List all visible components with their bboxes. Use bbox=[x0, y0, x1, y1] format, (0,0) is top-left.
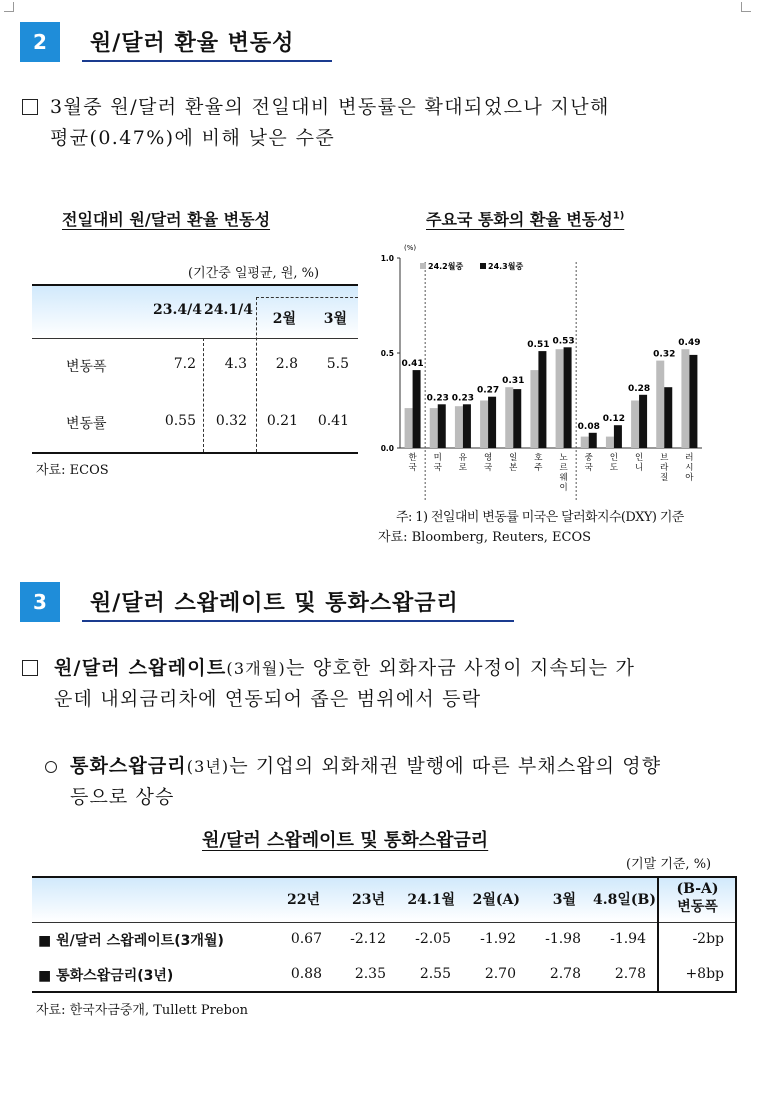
change-header-line1: (B-A) bbox=[676, 881, 719, 897]
bar-feb bbox=[455, 406, 463, 448]
bottom-table-unit: (기말 기준, %) bbox=[626, 857, 712, 872]
left-table-col-3: 2월 bbox=[272, 311, 296, 327]
x-tick-label: 호 bbox=[534, 453, 543, 463]
x-tick-label: 미 bbox=[433, 453, 442, 463]
bottom-table-cell: 2.78 bbox=[614, 966, 646, 982]
left-table-cell: 5.5 bbox=[326, 356, 349, 372]
bottom-table-bottom-rule bbox=[32, 991, 737, 993]
x-tick-label: 국 bbox=[483, 463, 493, 473]
data-label: 0.51 bbox=[527, 340, 550, 351]
left-table-unit: (기간중 일평균, 원, %) bbox=[188, 266, 320, 281]
bottom-table-col: 2월(A) bbox=[472, 892, 520, 908]
bar-feb bbox=[656, 361, 664, 448]
bar-feb bbox=[505, 387, 513, 448]
bottom-table-cell: 2.78 bbox=[549, 966, 581, 982]
x-tick-label: 본 bbox=[509, 463, 518, 473]
crop-mark-left bbox=[4, 2, 14, 12]
bottom-table-cell: -1.98 bbox=[545, 931, 581, 947]
left-table-top-rule bbox=[32, 284, 358, 286]
section-3-bullet-2-line1 bbox=[70, 751, 750, 782]
x-tick-label: 도 bbox=[609, 463, 619, 473]
x-tick-label: 중 bbox=[584, 453, 593, 463]
left-table-col-4: 3월 bbox=[323, 311, 347, 327]
bottom-table-cell: -2.12 bbox=[350, 931, 386, 947]
y-tick-label: 0.5 bbox=[380, 349, 394, 358]
x-tick-label: 르 bbox=[559, 463, 568, 473]
left-table-header-rule bbox=[32, 338, 358, 339]
bar-mar bbox=[639, 395, 647, 448]
x-tick-label: 일 bbox=[509, 453, 518, 463]
section-3-bullet-1-line1 bbox=[54, 653, 744, 684]
x-tick-label: 로 bbox=[458, 463, 468, 473]
x-tick-label: 한 bbox=[408, 453, 417, 463]
bottom-table-change-box bbox=[657, 876, 737, 993]
section-3-bullet-1-line2: 운데 내외금리차에 연동되어 좁은 범위에서 등락 bbox=[54, 688, 482, 710]
bottom-table-cell: 2.35 bbox=[354, 966, 386, 982]
fx-volatility-chart bbox=[372, 238, 722, 500]
x-tick-label: 인 bbox=[634, 453, 644, 463]
data-label: 0.08 bbox=[577, 421, 600, 432]
x-tick-label: 이 bbox=[559, 483, 568, 493]
left-table-row-2-label: 변동률 bbox=[66, 416, 107, 432]
data-label: 0.12 bbox=[602, 414, 626, 425]
swap-rate-term-paren: (3개월) bbox=[226, 659, 286, 678]
left-table-cell: 2.8 bbox=[275, 356, 298, 372]
ccs-term: 통화스왑금리 bbox=[70, 755, 187, 777]
left-table-cell: 0.21 bbox=[266, 413, 298, 429]
circle-bullet-icon bbox=[45, 761, 57, 773]
left-table-cell: 0.41 bbox=[317, 413, 349, 429]
bottom-table-cell: -1.94 bbox=[610, 931, 646, 947]
y-tick-label: 1.0 bbox=[380, 254, 394, 263]
data-label: 0.23 bbox=[426, 393, 449, 404]
bottom-table-col: 24.1월 bbox=[407, 892, 455, 908]
crop-mark-right bbox=[741, 2, 751, 12]
bar-feb bbox=[405, 408, 413, 448]
bottom-table-col: 22년 bbox=[286, 892, 320, 908]
data-label: 0.49 bbox=[678, 338, 701, 349]
bottom-table-cell: 2.70 bbox=[484, 966, 516, 982]
bottom-table-title: 원/달러 스왑레이트 및 통화스왑금리 bbox=[202, 830, 489, 851]
bar-mar bbox=[589, 433, 597, 448]
bottom-table-cell: -2.05 bbox=[415, 931, 451, 947]
x-tick-label: 웨 bbox=[559, 473, 568, 483]
section-2-underline bbox=[82, 60, 332, 62]
y-tick-label: 0.0 bbox=[380, 444, 394, 453]
bar-mar bbox=[664, 387, 672, 448]
x-tick-label: 인 bbox=[609, 453, 619, 463]
data-label: 0.28 bbox=[627, 383, 651, 394]
bar-mar bbox=[614, 425, 622, 448]
bar-mar bbox=[538, 351, 546, 448]
x-tick-label: 러 bbox=[685, 453, 694, 463]
x-tick-label: 국 bbox=[584, 463, 593, 473]
swap-rate-term: 원/달러 스왑레이트 bbox=[54, 657, 227, 679]
bar-mar bbox=[513, 389, 521, 448]
bottom-table-cell: 0.88 bbox=[290, 966, 322, 982]
left-table-col-1: 23.4/4 bbox=[153, 302, 202, 318]
bottom-table-change: +8bp bbox=[685, 966, 724, 982]
bar-feb bbox=[480, 401, 488, 449]
bottom-table-row-2-label: ■ 통화스왑금리(3년) bbox=[38, 968, 174, 984]
x-tick-label: 브 bbox=[660, 453, 669, 463]
section-2-bullet-line2: 평균(0.47%)에 비해 낮은 수준 bbox=[50, 127, 336, 149]
bar-mar bbox=[488, 397, 496, 448]
x-tick-label: 영 bbox=[483, 453, 493, 463]
legend-swatch bbox=[480, 263, 486, 269]
bottom-table-change: -2bp bbox=[692, 931, 724, 947]
left-table-cell: 0.32 bbox=[215, 413, 247, 429]
bar-mar bbox=[564, 347, 572, 448]
bottom-table-col: 4.8일(B) bbox=[593, 892, 656, 908]
bottom-table-header-rule bbox=[32, 922, 737, 923]
x-tick-label: 아 bbox=[685, 473, 694, 483]
left-table-cell: 0.55 bbox=[164, 413, 196, 429]
chart-title-text: 주요국 통화의 환율 변동성 bbox=[426, 210, 613, 229]
section-3-bullet-2 bbox=[70, 751, 750, 813]
section-2-title: 원/달러 환율 변동성 bbox=[90, 31, 295, 56]
left-table-divider-2 bbox=[256, 297, 257, 452]
x-tick-label: 니 bbox=[634, 463, 644, 473]
chart-source: 자료: Bloomberg, Reuters, ECOS bbox=[378, 530, 592, 545]
x-tick-label: 국 bbox=[408, 463, 417, 473]
change-header-line2: 변동폭 bbox=[677, 899, 718, 915]
bottom-table-cell: 0.67 bbox=[290, 931, 322, 947]
bar-mar bbox=[438, 404, 446, 448]
bottom-table-source: 자료: 한국자금중개, Tullett Prebon bbox=[36, 1003, 249, 1018]
bar-feb bbox=[430, 408, 438, 448]
section-2-number: 2 bbox=[20, 22, 60, 62]
swap-rate-text: 는 양호한 외화자금 사정이 지속되는 가 bbox=[285, 657, 636, 679]
left-table-cell: 7.2 bbox=[173, 356, 196, 372]
bar-mar bbox=[413, 370, 421, 448]
left-table-source: 자료: ECOS bbox=[36, 463, 109, 478]
bottom-table-cell: 2.55 bbox=[419, 966, 451, 982]
square-bullet-icon bbox=[22, 660, 38, 676]
chart-title-sup: 1) bbox=[612, 210, 625, 222]
legend-label: 24.3월중 bbox=[488, 262, 524, 271]
legend-swatch bbox=[420, 263, 426, 269]
bottom-table-row-1-label: ■ 원/달러 스왑레이트(3개월) bbox=[38, 933, 224, 949]
chart-title bbox=[426, 207, 624, 230]
ccs-term-paren: (3년) bbox=[186, 757, 230, 776]
section-3-underline bbox=[82, 620, 514, 622]
left-table-bottom-rule bbox=[32, 452, 358, 454]
data-label: 0.27 bbox=[476, 385, 500, 396]
chart-note: 주: 1) 전일대비 변동률 미국은 달러화지수(DXY) 기준 bbox=[396, 510, 684, 525]
x-tick-label: 시 bbox=[685, 463, 694, 473]
section-2-bullet bbox=[50, 92, 750, 154]
x-tick-label: 질 bbox=[660, 473, 669, 483]
bar-feb bbox=[631, 401, 639, 449]
bar-feb bbox=[606, 437, 614, 448]
data-label: 0.31 bbox=[502, 376, 525, 387]
bottom-table-col: 23년 bbox=[351, 892, 385, 908]
section-2-bullet-line1: 3월중 원/달러 환율의 전일대비 변동률은 확대되었으나 지난해 bbox=[50, 96, 610, 118]
bar-mar bbox=[689, 355, 697, 448]
left-table-title: 전일대비 원/달러 환율 변동성 bbox=[62, 210, 271, 229]
section-3-title: 원/달러 스왑레이트 및 통화스왑금리 bbox=[90, 591, 459, 616]
section-3-bullet-1 bbox=[54, 653, 744, 715]
data-label: 0.32 bbox=[653, 349, 676, 360]
section-3-bullet-2-line2: 등으로 상승 bbox=[70, 786, 175, 808]
bottom-table-cell: -1.92 bbox=[480, 931, 516, 947]
section-3-number: 3 bbox=[20, 582, 60, 622]
left-table-row-1-label: 변동폭 bbox=[66, 359, 107, 375]
bar-feb bbox=[530, 370, 538, 448]
y-axis-unit: (%) bbox=[404, 244, 417, 252]
legend-label: 24.2월중 bbox=[428, 262, 464, 271]
bar-feb bbox=[581, 437, 589, 448]
data-label: 0.23 bbox=[451, 393, 475, 404]
bottom-table-top-rule bbox=[32, 876, 737, 878]
x-tick-label: 라 bbox=[660, 463, 669, 473]
x-tick-label: 주 bbox=[534, 463, 543, 473]
data-label: 0.53 bbox=[552, 336, 575, 347]
bar-mar bbox=[463, 404, 471, 448]
data-label: 0.41 bbox=[401, 359, 424, 370]
bottom-table-col: 3월 bbox=[552, 892, 576, 908]
x-tick-label: 노 bbox=[559, 453, 568, 463]
left-table-cell: 4.3 bbox=[224, 356, 247, 372]
square-bullet-icon bbox=[22, 99, 38, 115]
bar-feb bbox=[556, 349, 564, 448]
left-table-subheader-rule bbox=[256, 297, 358, 298]
x-tick-label: 국 bbox=[433, 463, 442, 473]
ccs-text: 는 기업의 외화채권 발행에 따른 부채스왑의 영향 bbox=[229, 755, 662, 777]
left-table-col-2: 24.1/4 bbox=[204, 302, 253, 318]
x-tick-label: 유 bbox=[458, 453, 468, 463]
bar-feb bbox=[681, 349, 689, 448]
